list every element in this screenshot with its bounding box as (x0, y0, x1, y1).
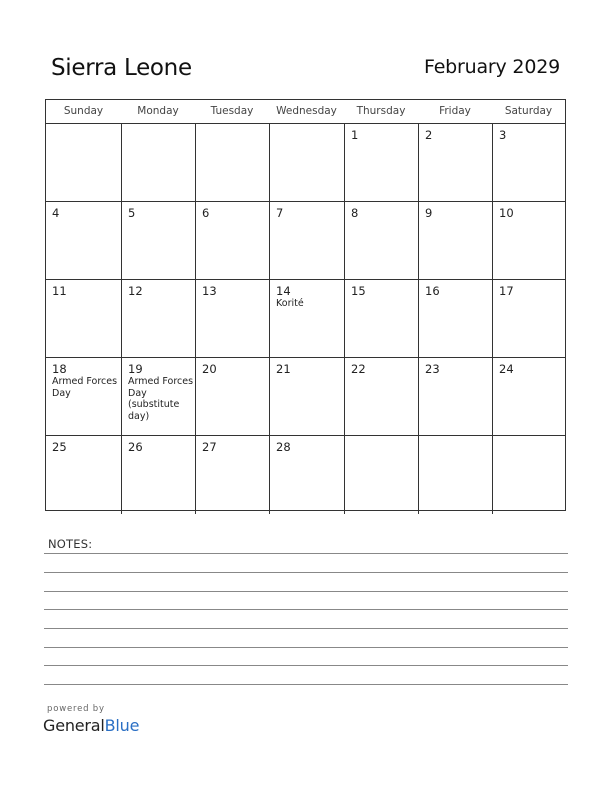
day-cell-8[interactable] (344, 202, 418, 279)
day-number: 11 (52, 284, 67, 298)
day-number: 22 (351, 362, 366, 376)
weekday-header-sunday: Sunday (63, 105, 104, 117)
day-cell-9[interactable] (418, 202, 492, 279)
day-number: 16 (425, 284, 440, 298)
day-cell-16[interactable] (418, 280, 492, 357)
day-cell-23[interactable] (418, 358, 492, 435)
brand-general: General (43, 716, 105, 735)
day-number: 6 (202, 206, 210, 220)
weekday-header-thursday: Thursday (356, 105, 406, 117)
day-number: 1 (351, 128, 359, 142)
day-number: 2 (425, 128, 433, 142)
day-cell-empty[interactable] (46, 124, 121, 201)
powered-by-text: powered by (47, 704, 105, 714)
weekday-header-wednesday: Wednesday (276, 105, 337, 117)
day-number: 17 (499, 284, 514, 298)
day-number: 18 (52, 362, 67, 376)
day-cell-11[interactable] (46, 280, 121, 357)
day-cell-21[interactable] (269, 358, 344, 435)
day-number: 8 (351, 206, 359, 220)
holiday-label: Armed Forces Day (substitute day) (128, 376, 194, 422)
day-cell-26[interactable] (121, 436, 195, 514)
weekday-header-saturday: Saturday (504, 105, 553, 117)
day-cell-18[interactable] (46, 358, 121, 435)
note-line[interactable] (44, 591, 568, 592)
note-line[interactable] (44, 647, 568, 648)
day-cell-28[interactable] (269, 436, 344, 514)
day-number: 4 (52, 206, 60, 220)
day-number: 10 (499, 206, 514, 220)
day-cell-12[interactable] (121, 280, 195, 357)
day-cell-5[interactable] (121, 202, 195, 279)
day-number: 26 (128, 440, 143, 454)
day-cell-2[interactable] (418, 124, 492, 201)
day-number: 24 (499, 362, 514, 376)
day-cell-empty[interactable] (344, 436, 418, 514)
day-cell-14[interactable] (269, 280, 344, 357)
day-cell-19[interactable] (121, 358, 195, 435)
day-cell-25[interactable] (46, 436, 121, 514)
day-cell-10[interactable] (492, 202, 565, 279)
note-line[interactable] (44, 572, 568, 573)
country-title: Sierra Leone (51, 55, 192, 81)
day-number: 13 (202, 284, 217, 298)
day-cell-3[interactable] (492, 124, 565, 201)
day-cell-20[interactable] (195, 358, 269, 435)
day-cell-7[interactable] (269, 202, 344, 279)
day-number: 21 (276, 362, 291, 376)
weekday-header-friday: Friday (439, 105, 471, 117)
note-line[interactable] (44, 665, 568, 666)
day-cell-15[interactable] (344, 280, 418, 357)
day-cell-1[interactable] (344, 124, 418, 201)
day-cell-empty[interactable] (492, 436, 565, 514)
notes-label: NOTES: (48, 537, 93, 551)
note-line[interactable] (44, 628, 568, 629)
day-cell-empty[interactable] (195, 124, 269, 201)
day-cell-6[interactable] (195, 202, 269, 279)
day-number: 15 (351, 284, 366, 298)
note-line[interactable] (44, 609, 568, 610)
day-cell-4[interactable] (46, 202, 121, 279)
weekday-header-monday: Monday (137, 105, 179, 117)
day-number: 27 (202, 440, 217, 454)
weekday-header-row (46, 100, 565, 124)
week-row (46, 358, 565, 436)
weekday-header-tuesday: Tuesday (210, 105, 254, 117)
day-cell-22[interactable] (344, 358, 418, 435)
week-row (46, 436, 565, 514)
day-number: 5 (128, 206, 136, 220)
day-number: 19 (128, 362, 143, 376)
day-cell-17[interactable] (492, 280, 565, 357)
day-number: 14 (276, 284, 291, 298)
day-number: 3 (499, 128, 507, 142)
day-cell-27[interactable] (195, 436, 269, 514)
day-number: 9 (425, 206, 433, 220)
generalblue-logo[interactable] (43, 716, 139, 735)
week-row (46, 280, 565, 358)
day-number: 25 (52, 440, 67, 454)
day-number: 7 (276, 206, 284, 220)
day-cell-empty[interactable] (121, 124, 195, 201)
week-row (46, 124, 565, 202)
day-cell-24[interactable] (492, 358, 565, 435)
day-cell-13[interactable] (195, 280, 269, 357)
day-number: 12 (128, 284, 143, 298)
note-line[interactable] (44, 553, 568, 554)
month-year-title: February 2029 (424, 56, 560, 78)
day-cell-empty[interactable] (269, 124, 344, 201)
day-cell-empty[interactable] (418, 436, 492, 514)
day-number: 28 (276, 440, 291, 454)
holiday-label: Korité (276, 298, 304, 309)
day-number: 20 (202, 362, 217, 376)
brand-blue: Blue (104, 716, 140, 735)
calendar-grid (45, 99, 566, 511)
note-line[interactable] (44, 684, 568, 685)
week-row (46, 202, 565, 280)
day-number: 23 (425, 362, 440, 376)
holiday-label: Armed Forces Day (52, 376, 118, 399)
